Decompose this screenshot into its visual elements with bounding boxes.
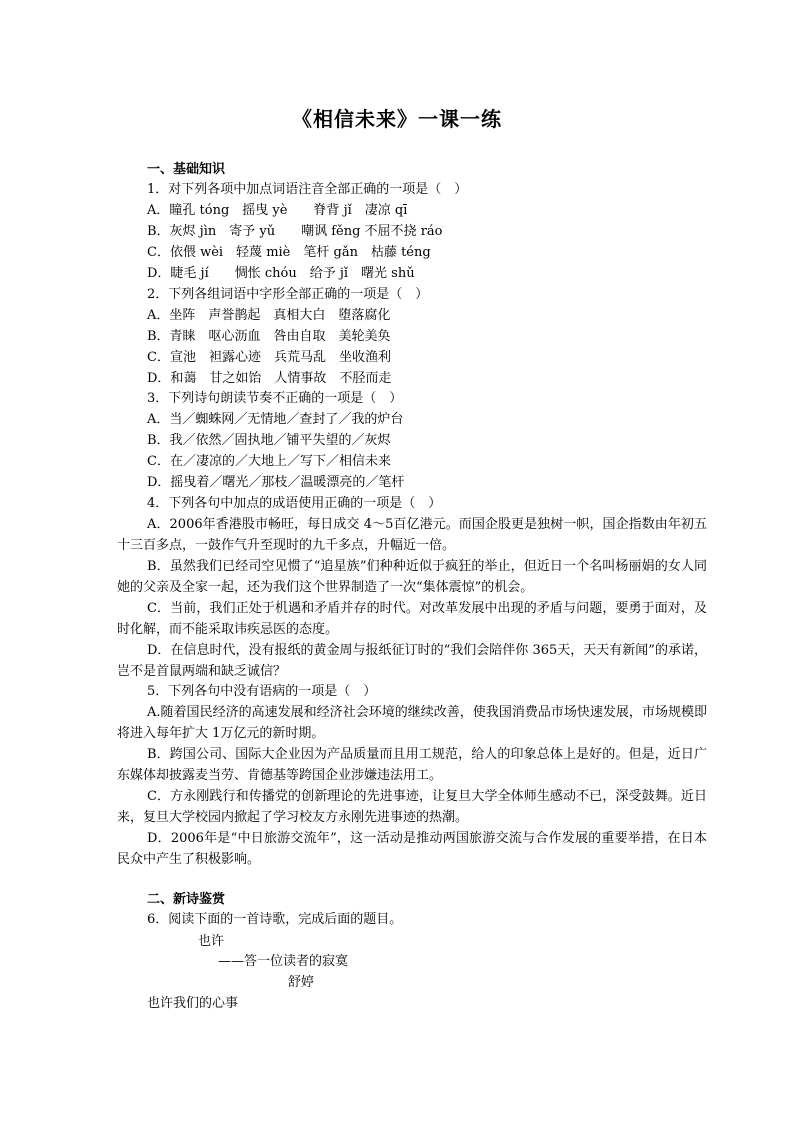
q1-option-c: C．依偎 wèi 轻蔑 miè 笔杆 gǎn 枯藤 téng (147, 245, 431, 260)
q5-stem: 5．下列各句中没有语病的一项是（ ） (147, 684, 377, 699)
q3-option-b: B．我／依然／固执地／铺平失望的／灰烬 (147, 433, 391, 448)
q5-option-d: D．2006年是“中日旅游交流年”，这一活动是推动两国旅游交流与合作发展的重要举措，在日本民众中产生了积极影响。 (117, 831, 707, 867)
q2-option-b: B．青睐 呕心沥血 咎由自取 美轮美奂 (147, 329, 391, 344)
q2-stem: 2．下列各组词语中字形全部正确的一项是（ ） (147, 287, 429, 302)
q1-option-a: A．瞳孔 tóng 摇曳 yè 脊背 jǐ 凄凉 qī (147, 203, 408, 218)
q2-option-d: D．和蔼 甘之如饴 人情事故 不胫而走 (147, 371, 392, 386)
q4-option-d: D．在信息时代，没有报纸的黄金周与报纸征订时的“我们会陪伴你 365天，天天有新闻”的承诺，岂不是首鼠两端和缺乏诚信？ (117, 643, 707, 679)
q1-stem: 1．对下列各项中加点词语注音全部正确的一项是（ ） (147, 182, 468, 197)
q5-option-a: A.随着国民经济的高速发展和经济社会环境的继续改善，使我国消费品市场快速发展，市场规模即将进入每年扩大 1万亿元的新时期。 (117, 705, 707, 741)
poem-title: 也许 (198, 934, 225, 949)
poem-first-line: 也许我们的心事 (147, 996, 239, 1011)
q5-option-b: B．跨国公司、国际大企业因为产品质量而且用工规范，给人的印象总体上是好的。但是，近日广东媒体却披露麦当劳、肯德基等跨国企业涉嫌违法用工。 (117, 747, 707, 783)
document-title: 《相信未来》一课一练 (292, 107, 502, 131)
q3-option-a: A．当／蜘蛛网／无情地／查封了／我的炉台 (147, 412, 404, 427)
q3-stem: 3．下列诗句朗读节奏不正确的一项是（ ） (147, 391, 403, 406)
section-heading-basics: 一、基础知识 (147, 162, 226, 177)
q3-option-c: C．在／凄凉的／大地上／写下／相信未来 (147, 454, 391, 469)
q2-option-a: A．坐阵 声誉鹊起 真相大白 堕落腐化 (147, 308, 391, 323)
q4-stem: 4．下列各句中加点的成语使用正确的一项是（ ） (147, 496, 442, 511)
poem-author: 舒婷 (288, 975, 315, 990)
q5-option-c: C．方永刚践行和传播党的创新理论的先进事迹，让复旦大学全体师生感动不已，深受鼓舞。近日来，复旦大学校园内掀起了学习校友方永刚先进事迹的热潮。 (117, 789, 707, 825)
q1-option-d: D．睫毛 jí 惆怅 chóu 给予 jǐ 曙光 shǔ (147, 266, 415, 281)
q4-option-b: B．虽然我们已经司空见惯了“追星族”们种种近似于疯狂的举止，但近日一个名叫杨丽娟的女人同她的父亲及全家一起，还为我们这个世界制造了一次“集体震惊”的机会。 (117, 559, 707, 595)
section-heading-poetry: 二、新诗鉴赏 (147, 892, 226, 907)
q6-stem: 6．阅读下面的一首诗歌，完成后面的题目。 (147, 912, 403, 927)
q4-option-a: A．2006年香港股市畅旺，每日成交 4～5百亿港元。而国企股更是独树一帜，国企指数由年初五十三百多点，一鼓作气升至现时的九千多点，升幅近一倍。 (117, 517, 707, 553)
q1-option-b: B．灰烬 jìn 寄予 yǔ 嘲讽 fěng 不屈不挠 ráo (147, 224, 443, 239)
poem-subtitle: ——答一位读者的寂寞 (218, 954, 349, 969)
q3-option-d: D．摇曳着／曙光／那枝／温暖漂亮的／笔杆 (147, 475, 405, 490)
q2-option-c: C．宣池 袒露心迹 兵荒马乱 坐收渔利 (147, 350, 391, 365)
q4-option-c: C．当前，我们正处于机遇和矛盾并存的时代。对改革发展中出现的矛盾与问题，要勇于面对，及时化解，而不能采取讳疾忌医的态度。 (117, 601, 707, 637)
